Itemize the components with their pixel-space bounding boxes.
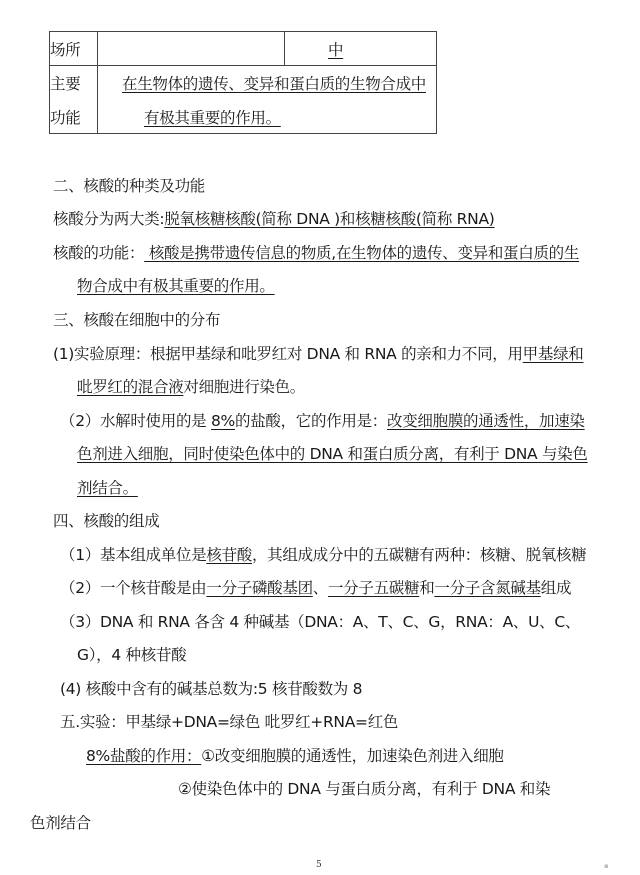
text: 的盐酸，它的作用是： xyxy=(235,412,388,430)
table-cell-label: 功能 xyxy=(50,109,81,127)
text: (1)实验原理：根据甲基绿和吡罗红对 DNA 和 RNA 的亲和力不同，用 xyxy=(53,345,523,363)
table-divider xyxy=(50,65,436,66)
table-cell-function: 在生物体的遗传、变异和蛋白质的生物合成中 xyxy=(122,75,427,93)
underlined-text: 改变细胞膜的通透性，加速染 xyxy=(387,412,585,430)
text: （2）水解时使用的是 xyxy=(60,412,211,430)
text: 对细胞进行染色。 xyxy=(183,378,306,396)
paragraph xyxy=(60,545,586,565)
underlined-text: 核苷酸 xyxy=(206,546,252,564)
underlined-text: 物合成中有极其重要的作用。 xyxy=(77,277,275,295)
table-cell-label: 主要 xyxy=(50,75,81,93)
section-heading: 五.实验：甲基绿+DNA=绿色 吡罗红+RNA=红色 xyxy=(60,713,399,731)
underlined-text: 吡罗红的混合液 xyxy=(77,378,184,396)
section-heading: 二、核酸的种类及功能 xyxy=(53,177,206,195)
underlined-text: 一分子五碳糖 xyxy=(327,579,420,597)
section-heading: 三、核酸在细胞中的分布 xyxy=(53,311,221,329)
text: 核酸的功能： xyxy=(53,244,145,262)
paragraph xyxy=(53,209,495,229)
paragraph xyxy=(53,344,583,364)
section-heading: 四、核酸的组成 xyxy=(53,512,160,530)
text: ①改变细胞膜的通透性，加速染色剂进入细胞 xyxy=(201,747,504,765)
text: 、 xyxy=(312,579,328,597)
paragraph: 色剂结合 xyxy=(30,814,91,832)
paragraph: （3）DNA 和 RNA 各含 4 种碱基（DNA：A、T、C、G，RNA：A、U、C、 xyxy=(60,613,581,631)
text: 组成 xyxy=(540,579,572,597)
underlined-text: 8%盐酸的作用： xyxy=(86,747,202,765)
text: 和 xyxy=(419,579,435,597)
underlined-text: 核酸是携带遗传信息的物质,在生物体的遗传、变异和蛋白质的生 xyxy=(144,244,580,262)
watermark-mark: ▪ xyxy=(604,862,609,870)
table-divider xyxy=(97,32,98,133)
text: （1）基本组成单位是 xyxy=(60,546,207,564)
underlined-text: 一分子磷酸基团 xyxy=(206,579,313,597)
underlined-text: 一分子含氮碱基 xyxy=(434,579,541,597)
underlined-text: 脱氧核糖核酸(简称 DNA )和核糖核酸(简称 RNA) xyxy=(164,210,495,228)
page-number: 5 xyxy=(316,860,322,870)
underlined-text: 剂结合。 xyxy=(77,479,138,497)
underlined-text: 色剂进入细胞，同时使染色体中的 DNA 和蛋白质分离，有利于 DNA 与染色 xyxy=(77,445,588,463)
table-cell-location: 中 xyxy=(328,41,344,59)
paragraph: G），4 种核苷酸 xyxy=(77,646,187,664)
paragraph: ②使染色体中的 DNA 与蛋白质分离，有利于 DNA 和染 xyxy=(178,780,551,798)
paragraph xyxy=(60,411,585,431)
paragraph xyxy=(53,243,579,263)
text: （2）一个核苷酸是由 xyxy=(60,579,207,597)
paragraph xyxy=(60,578,571,598)
paragraph xyxy=(77,377,305,397)
paragraph: (4) 核酸中含有的碱基总数为:5 核苷酸数为 8 xyxy=(60,680,363,698)
paragraph xyxy=(86,746,504,766)
text: ，其组成成分中的五碳糖有两种：核糖、脱氧核糖 xyxy=(251,546,587,564)
table-cell-label: 场所 xyxy=(50,41,81,59)
underlined-text: 8% xyxy=(211,412,235,430)
underlined-text: 甲基绿和 xyxy=(522,345,584,363)
table-cell-function: 有极其重要的作用。 xyxy=(144,109,281,127)
text: 核酸分为两大类: xyxy=(53,210,165,228)
table-divider xyxy=(284,32,285,65)
